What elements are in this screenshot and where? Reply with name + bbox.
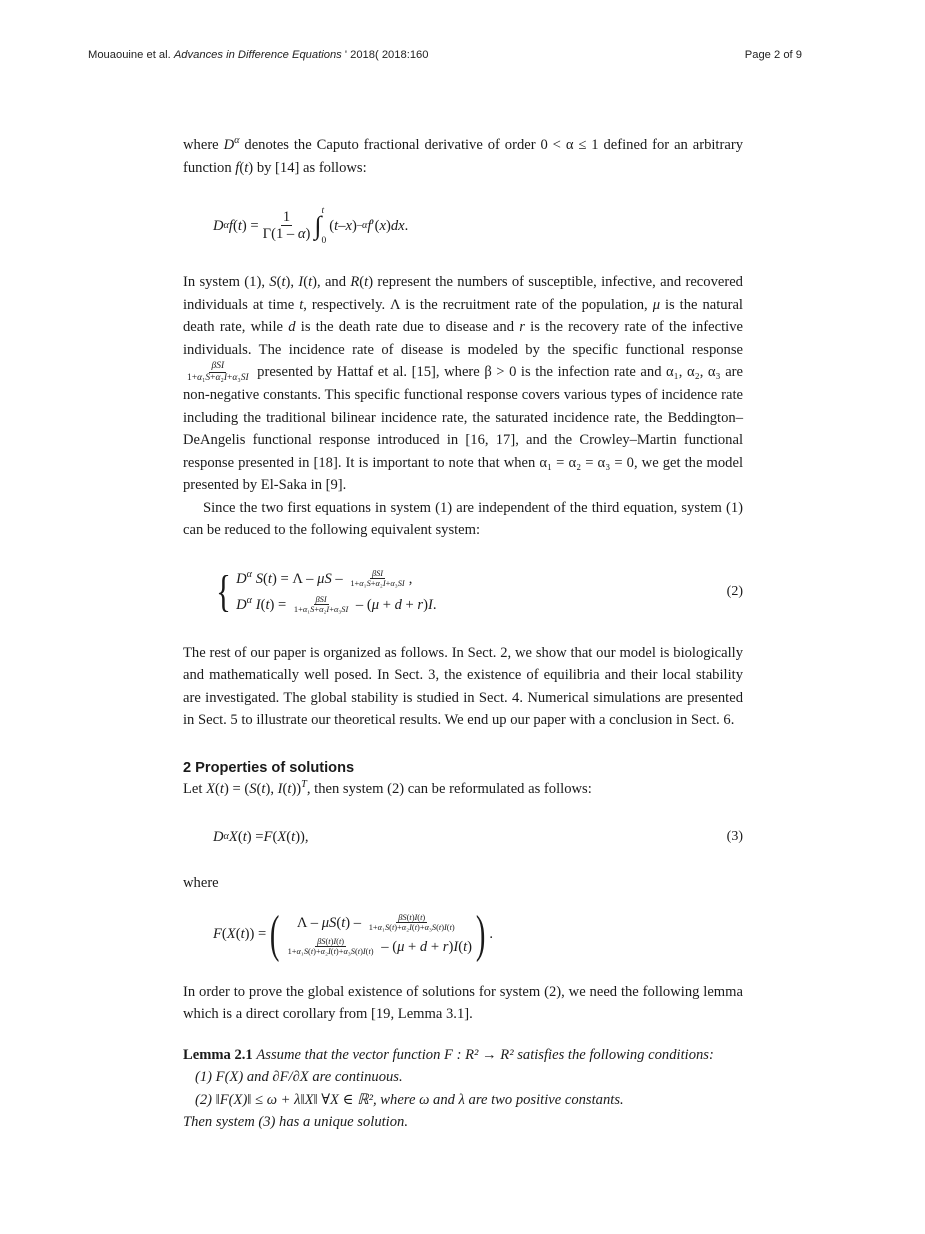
paragraph-caputo: where $D^\alpha$ denotes the Caputo fractional derivative of order 0 < α ≤ 1 defined for an arbitrary function f(t) by [14] as follows:	[183, 135, 743, 176]
lemma-conclusion: Then system (3) has a unique solution.	[183, 1114, 408, 1131]
equation-number-2: (2)	[726, 583, 743, 599]
lemma-label: Lemma 2.1	[183, 1046, 253, 1063]
lemma-condition-2: (2) ‖F(X)‖ ≤ ω + λ‖X‖ ∀X ∈ ℝ², where ω and λ are two positive constants.	[195, 1091, 624, 1108]
equation-3: D α X ( t ) = F ( X ( t )), (3)	[213, 828, 743, 845]
page-number: Page 2 of 9	[744, 49, 802, 61]
page-header	[88, 49, 802, 65]
equation-number-3: (3)	[726, 829, 743, 845]
paragraph-organization: The rest of our paper is organized as follows. In Sect. 2, we show that our model is biologically and mathematically well posed. In Sect. 3, the existence of equilibria and their local stability are investigated. The global stability is studied in Sect. 4. Numerical simulations are presented in Sect. 5 to illustrate our theoretical results. We end up our paper with a conclusion in Sect. 6.	[183, 644, 743, 729]
lemma-block	[183, 1044, 743, 1134]
paragraph-reformulation: Let X(t) = (S(t), I(t))$^T$, then system (2) can be reformulated as follows:	[183, 778, 592, 797]
section-title: 2 Properties of solutions	[183, 759, 355, 776]
citation: Mouaouine et al. Advances in Difference Equations ' 2018( 2018:160	[88, 49, 429, 61]
paragraph-model-description: In system (1), S(t), I(t), and R(t) represent the numbers of susceptible, infective, and recovered individuals at time t, respectively. Λ is the recruitment rate of the population, μ is the natural death rate, while d is the death rate due to disease and r is the recovery rate of the infective individuals. The incidence rate of disease is modeled by the specific functional response $\frac{\text{βSI}}{\text{1+α₁S+α₂I+α₃SI}}$ presented by Hattaf et al. [15], where β > 0 is the infection rate and α₁, α₂, α₃ are non-negative constants. This specific functional response covers various types of incidence rate including the traditional bilinear incidence rate, the saturated incidence rate, the Beddington–DeAngelis functional response introduced in [16, 17], and the Crowley–Martin functional response presented in [18]. It is important to note that when α₁ = α₂ = α₃ = 0, we get the model presented by El-Saka in [9].	[183, 274, 744, 494]
equation-caputo: D α f ( t ) = $\frac{1}{\Gamma(1 - \alpha)}$ ∫ t 0 ( t – x ) –α f ′( x ) dx .	[213, 206, 409, 246]
equation-F-definition: F ( X ( t )) = ( Λ – μS(t) – $\frac{\beta S(t)I(t)}{\text{1+α₁S(t)+α₂I(t)+α₃S(t)I(t)}}$ $\frac{\beta S(t)I(t)}{\text{1+α₁S(t)+α₂I(t)+α₃S(t)I(t)}}$ – (μ + d + r)I(t) ) .	[213, 905, 493, 963]
equation-system-2: { $D^\alpha$ S(t) = Λ – μS – $\frac{\text{βSI}}{\text{1+α₁S+α₂I+α₃SI}}$ , $D^\alpha$ I(t) = $\frac{\text{βSI}}{\text{1+α₁S+α₂I+α₃SI}}$ – (μ + d + r)I. (2)	[216, 566, 743, 616]
main-text	[183, 134, 743, 1134]
paragraph-reduction: Since the two first equations in system (1) are independent of the third equation, system (1) can be reduced to the following equivalent system:	[183, 499, 743, 539]
paragraph-global-existence: In order to prove the global existence of solutions for system (2), we need the following lemma which is a direct corollary from [19, Lemma 3.1].	[183, 983, 743, 1023]
lemma-statement: Assume that the vector function F : R² → R² satisfies the following conditions:	[256, 1046, 714, 1063]
where-label: where	[183, 875, 219, 892]
lemma-condition-1: (1) F(X) and ∂F/∂X are continuous.	[195, 1069, 403, 1086]
